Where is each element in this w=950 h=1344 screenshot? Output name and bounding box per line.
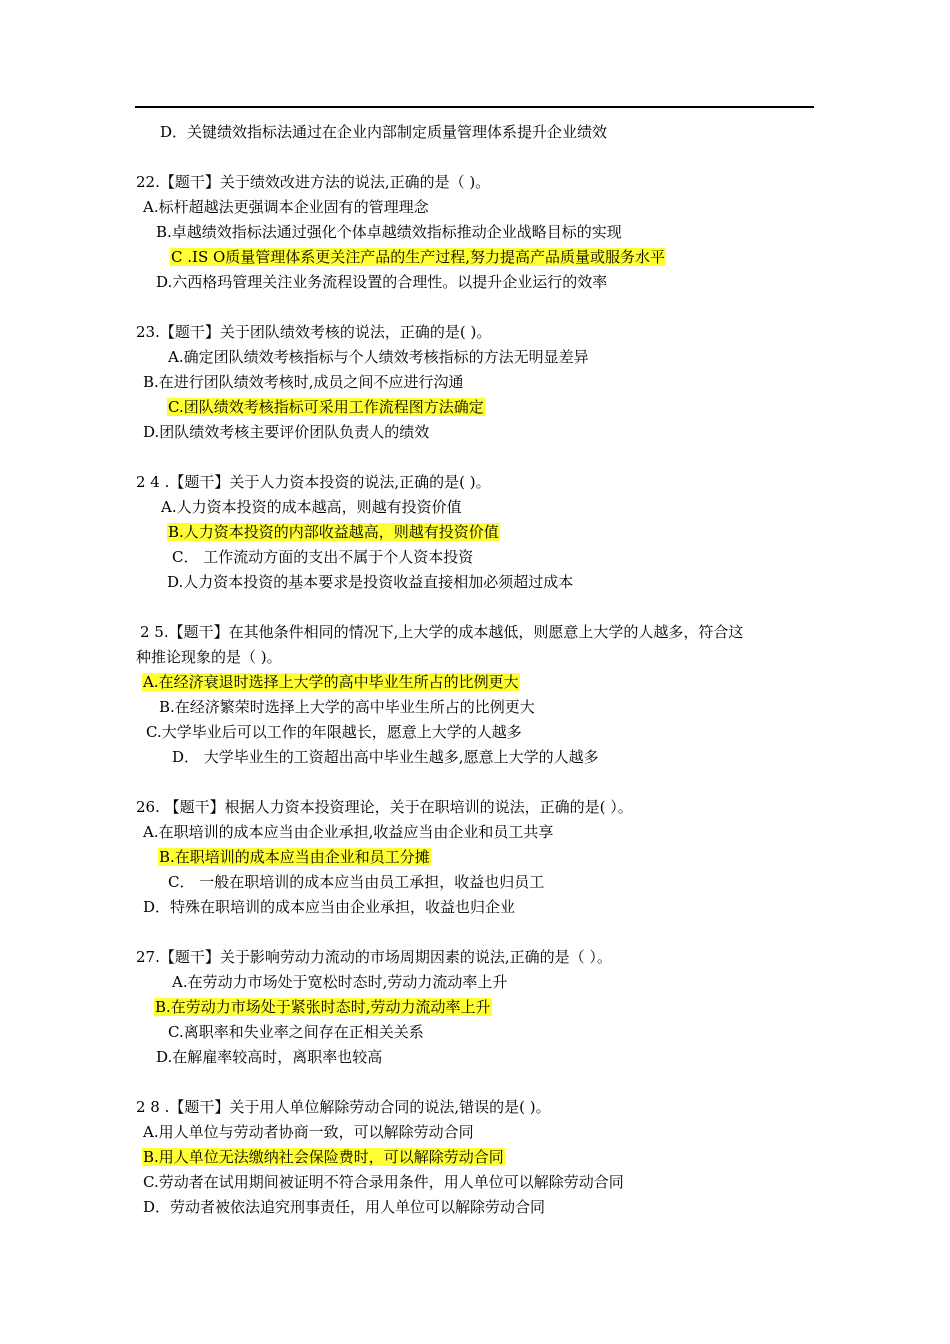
answer-highlight: B.用人单位无法缴纳社会保险费时，可以解除劳动合同 <box>143 1148 504 1166</box>
option-25-d: D． 大学毕业生的工资超出高中毕业生越多,愿意上大学的人越多 <box>172 748 599 766</box>
option-24-b-answer <box>167 522 500 542</box>
option-23-d: D.团队绩效考核主要评价团队负责人的绩效 <box>143 423 430 441</box>
option-22-a: A.标杆超越法更强调本企业固有的管理理念 <box>143 198 429 216</box>
option-27-d: D.在解雇率较高时，离职率也较高 <box>156 1048 383 1066</box>
option-22-d: D.六西格玛管理关注业务流程设置的合理性。以提升企业运行的效率 <box>156 273 608 291</box>
question-25-stem: 2 5.【题干】在其他条件相同的情况下,上大学的成本越低，则愿意上大学的人越多，符合这 <box>140 623 744 641</box>
answer-highlight: B.在职培训的成本应当由企业和员工分摊 <box>159 848 430 866</box>
question-28-stem: 2 8 .【题干】关于用人单位解除劳动合同的说法,错误的是( )。 <box>136 1098 551 1116</box>
option-25-a-answer <box>142 672 520 692</box>
option-28-a: A.用人单位与劳动者协商一致，可以解除劳动合同 <box>143 1123 474 1141</box>
option-23-c-answer <box>167 397 485 417</box>
option-23-a: A.确定团队绩效考核指标与个人绩效考核指标的方法无明显差异 <box>168 348 589 366</box>
option-28-b-answer <box>142 1147 505 1167</box>
option-21-d: D．关键绩效指标法通过在企业内部制定质量管理体系提升企业绩效 <box>160 123 608 141</box>
option-24-d: D.人力资本投资的基本要求是投资收益直接相加必须超过成本 <box>167 573 574 591</box>
option-23-b: B.在进行团队绩效考核时,成员之间不应进行沟通 <box>143 373 464 391</box>
question-24-stem: 2 4 .【题干】关于人力资本投资的说法,正确的是( )。 <box>136 473 491 491</box>
answer-highlight: A.在经济衰退时选择上大学的高中毕业生所占的比例更大 <box>143 673 519 691</box>
option-24-c: C． 工作流动方面的支出不属于个人资本投资 <box>172 548 474 566</box>
header-rule <box>135 106 814 108</box>
option-24-a: A.人力资本投资的成本越高，则越有投资价值 <box>161 498 462 516</box>
option-26-c: C． 一般在职培训的成本应当由员工承担，收益也归员工 <box>168 873 545 891</box>
question-25-stem-cont: 种推论现象的是（ )。 <box>136 648 282 666</box>
option-27-b-answer <box>154 997 492 1017</box>
answer-highlight: C .IS O质量管理体系更关注产品的生产过程,努力提高产品质量或服务水平 <box>171 248 666 266</box>
option-26-a: A.在职培训的成本应当由企业承担,收益应当由企业和员工共享 <box>143 823 554 841</box>
option-25-c: C.大学毕业后可以工作的年限越长，愿意上大学的人越多 <box>146 723 522 741</box>
option-26-d: D．特殊在职培训的成本应当由企业承担，收益也归企业 <box>143 898 516 916</box>
option-28-c: C.劳动者在试用期间被证明不符合录用条件，用人单位可以解除劳动合同 <box>143 1173 624 1191</box>
option-22-b: B.卓越绩效指标法通过强化个体卓越绩效指标推动企业战略目标的实现 <box>156 223 622 241</box>
answer-highlight: B.人力资本投资的内部收益越高，则越有投资价值 <box>168 523 499 541</box>
question-23-stem: 23.【题干】关于团队绩效考核的说法，正确的是( )。 <box>136 323 492 341</box>
answer-highlight: B.在劳动力市场处于紧张时态时,劳动力流动率上升 <box>155 998 491 1016</box>
option-27-c: C.离职率和失业率之间存在正相关关系 <box>168 1023 424 1041</box>
option-26-b-answer <box>158 847 431 867</box>
question-22-stem: 22.【题干】关于绩效改进方法的说法,正确的是（ )。 <box>136 173 491 191</box>
option-27-a: A.在劳动力市场处于宽松时态时,劳动力流动率上升 <box>172 973 508 991</box>
question-26-stem: 26. 【题干】根据人力资本投资理论，关于在职培训的说法，正确的是( ）。 <box>136 798 633 816</box>
option-22-c-answer <box>170 247 666 267</box>
question-27-stem: 27.【题干】关于影响劳动力流动的市场周期因素的说法,正确的是（ ）。 <box>136 948 612 966</box>
option-25-b: B.在经济繁荣时选择上大学的高中毕业生所占的比例更大 <box>159 698 535 716</box>
answer-highlight: C.团队绩效考核指标可采用工作流程图方法确定 <box>168 398 484 416</box>
option-28-d: D．劳动者被依法追究刑事责任，用人单位可以解除劳动合同 <box>143 1198 546 1216</box>
